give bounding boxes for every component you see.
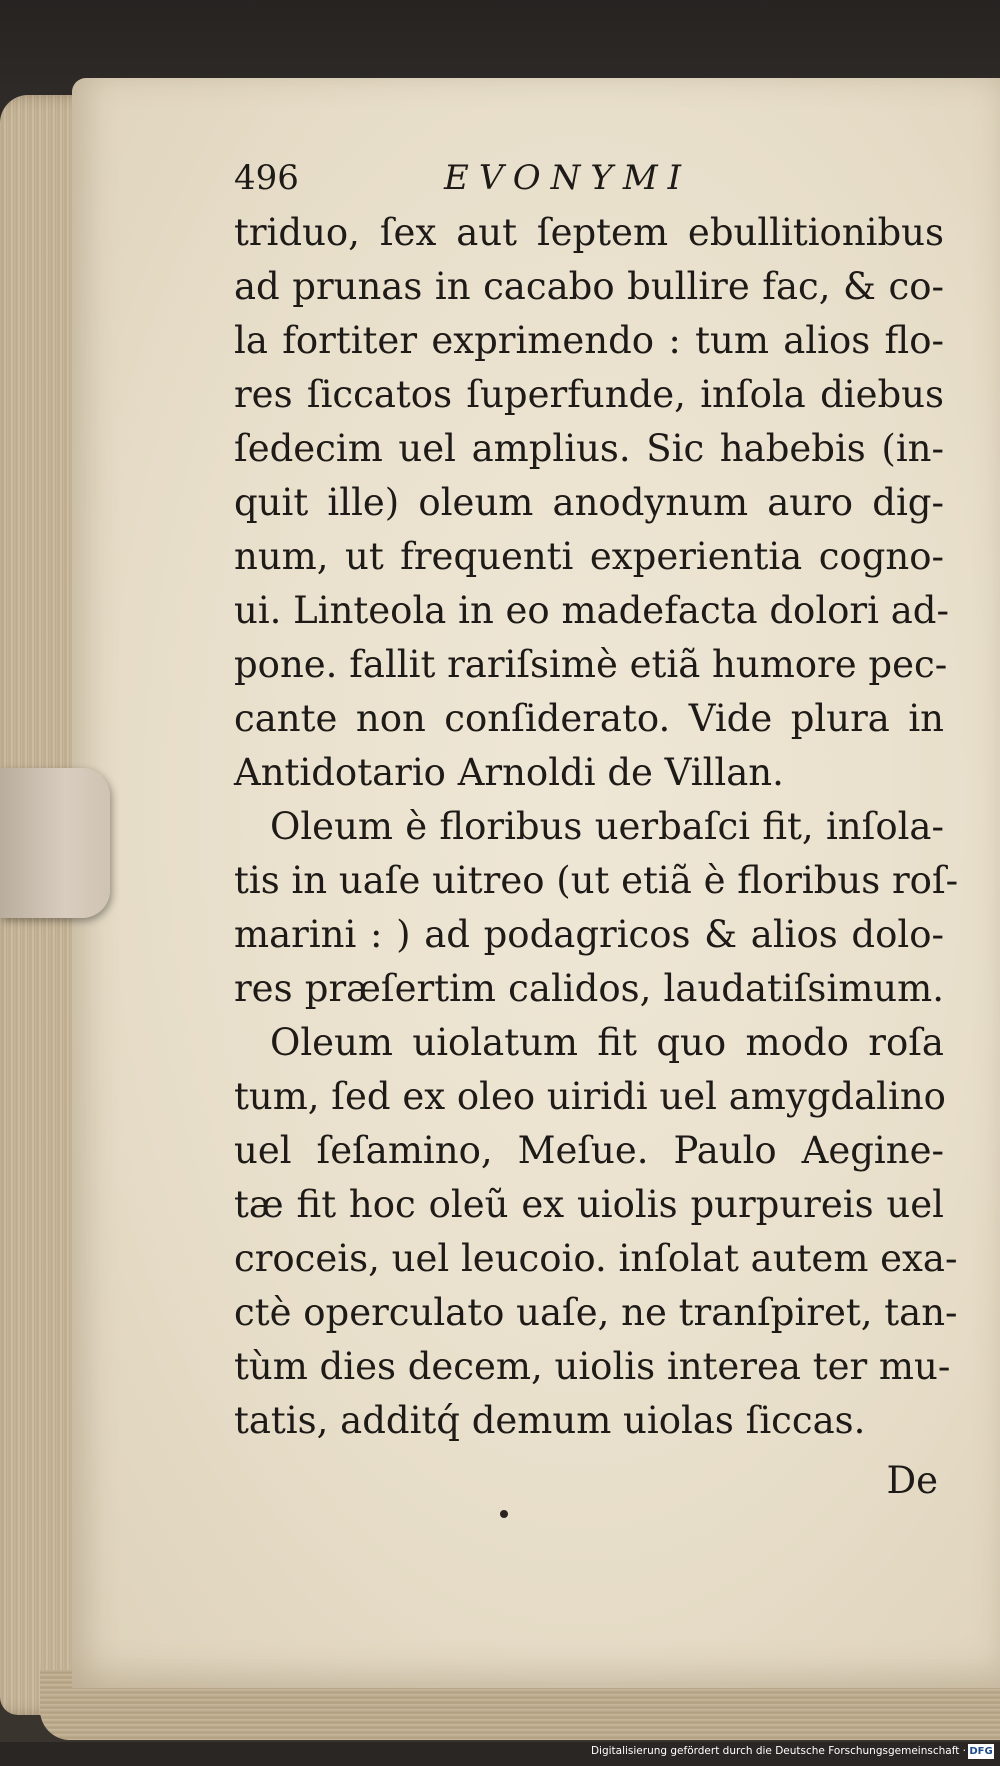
dfg-logo: DFG (969, 1746, 993, 1757)
body-line: res ſiccatos ſuperfunde, inſola diebus (234, 373, 944, 416)
body-line: marini : ) ad podagricos & alios dolo- (234, 913, 944, 956)
body-line: la fortiter exprimendo : tum alios flo- (234, 319, 944, 362)
body-line: ctè operculato uaſe, ne tranſpiret, tan- (234, 1291, 958, 1334)
page-header (234, 150, 944, 206)
running-title: EVONYMI (444, 158, 692, 198)
body-line: ſedecim uel amplius. Sic habebis (in- (234, 427, 944, 470)
body-line: tatis, additq́ demum uiolas ſiccas. (234, 1399, 866, 1442)
body-line: tùm dies decem, uiolis interea ter mu- (234, 1345, 951, 1388)
body-line: triduo, ſex aut ſeptem ebullitionibus (234, 211, 944, 254)
body-line: Oleum uiolatum fit quo modo roſa (270, 1021, 944, 1064)
clip-tab (0, 768, 110, 918)
body-line: tum, ſed ex oleo uiridi uel amygdalino (234, 1075, 946, 1118)
body-line: Antidotario Arnoldi de Villan. (234, 751, 784, 794)
body-line: tæ fit hoc oleũ ex uiolis purpureis uel (234, 1183, 944, 1226)
body-line: num, ut frequenti experientia cogno- (234, 535, 944, 578)
body-line: tis in uaſe uitreo (ut etiã è floribus roſ- (234, 859, 959, 902)
body-line: res præſertim calidos, laudatiſsimum. (234, 967, 944, 1010)
body-line: pone. fallit rariſsimè etiã humore pec- (234, 643, 948, 686)
body-line: ui. Linteola in eo madefacta dolori ad- (234, 589, 949, 632)
body-line: cante non conſiderato. Vide plura in (234, 697, 944, 740)
catchword: De (886, 1459, 938, 1502)
body-line: uel ſeſamino, Meſue. Paulo Aegine- (234, 1129, 944, 1172)
body-line: quit ille) oleum anodynum auro dig- (234, 481, 944, 524)
page-number: 496 (234, 158, 299, 198)
body-line: Oleum è floribus uerbaſci fit, inſola- (270, 805, 944, 848)
text-block (234, 150, 959, 1508)
digitization-credit: Digitalisierung gefördert durch die Deutsche Forschungsgemeinschaft · (590, 1745, 966, 1757)
body-line: ad prunas in cacabo bullire fac, & co- (234, 265, 944, 308)
body-line: croceis, uel leucoio. inſolat autem exa- (234, 1237, 958, 1280)
page-mark-dot (500, 1510, 508, 1518)
